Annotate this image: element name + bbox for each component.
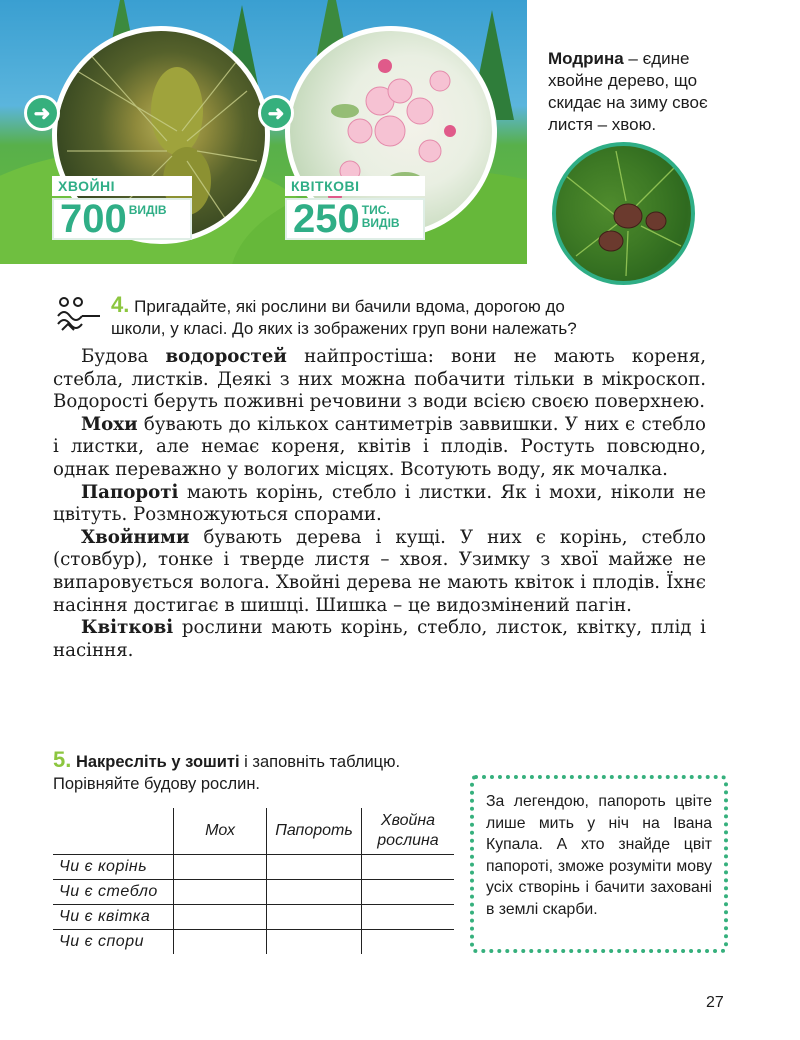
table-cell	[362, 880, 455, 905]
task-5-bold: Накресліть у зошиті	[75, 753, 240, 771]
flowering-count-number: 250	[293, 197, 360, 241]
comparison-table	[53, 808, 454, 954]
text-span: Будова	[81, 346, 166, 367]
row-label: Чи є стебло	[53, 880, 174, 905]
task-5-line2: Порівняйте будову рослин.	[53, 775, 261, 793]
larch-term: Модрина	[548, 49, 624, 68]
table-row	[53, 880, 454, 905]
term-mosses: Мохи	[81, 413, 138, 435]
task-5-rest: і заповніть таблицю.	[239, 753, 401, 771]
fern-legend-box	[470, 775, 728, 953]
column-header: Хвойна рослина	[362, 808, 455, 855]
flowering-label: КВІТКОВІ	[285, 176, 425, 196]
text-span: бувають дерева і кущі. У них є корінь, стебло (стовбур), тонке і тверде листя – хвоя. Узимку з хвої майже не випаровується волога. Хвойні дерева не мають квіток і плодів. Їхнє насіння достигає в шишці. Шишка – це видозмінений пагін.	[53, 526, 706, 616]
paragraph-ferns	[53, 482, 706, 527]
text-span: рослини мають корінь, стебло, листок, квітку, плід і насіння.	[53, 617, 706, 661]
table-cell	[174, 855, 267, 880]
text-span: мають корінь, стебло і листки. Як і мохи, ніколи не цвітуть. Розмножуються спорами.	[53, 481, 706, 526]
table-cell	[362, 930, 455, 955]
plant-groups-banner	[0, 0, 527, 264]
body-text	[53, 346, 706, 662]
text-span: бувають до кількох сантиметрів заввишки. У них є стебло і листки, але немає кореня, квітів і плодів. Ростуть повсюдно, однак переважно у вологих місцях. Всотують воду, як мочалка.	[53, 413, 706, 480]
table-cell	[174, 880, 267, 905]
conifers-label: ХВОЙНІ	[52, 176, 192, 196]
task-4-number: 4.	[111, 292, 130, 317]
larch-caption	[548, 48, 748, 136]
paragraph-conifers	[53, 527, 706, 617]
arrow-right-icon: ➜	[24, 95, 60, 131]
row-label: Чи є корінь	[53, 855, 174, 880]
task-5	[53, 749, 453, 795]
row-label: Чи є квітка	[53, 905, 174, 930]
paragraph-algae	[53, 346, 706, 414]
conifers-count-number: 700	[60, 197, 127, 241]
row-label: Чи є спори	[53, 930, 174, 955]
table-cell	[362, 905, 455, 930]
table-row	[53, 855, 454, 880]
table-cell	[267, 855, 362, 880]
pair-discussion-icon	[56, 296, 104, 334]
table-corner-cell	[53, 808, 174, 855]
page-number: 27	[706, 994, 724, 1011]
task-4-text	[111, 294, 731, 340]
term-flowering: Квіткові	[81, 617, 174, 639]
flowering-count	[285, 198, 425, 240]
table-cell	[174, 905, 267, 930]
larch-photo	[552, 142, 695, 285]
legend-text: За легендою, папороть цвіте лише мить у ніч на Івана Купала. А хто знайде цвіт папороті, зможе розуміти мову усіх створінь і бачити заховані в землі скарби.	[486, 793, 712, 918]
larch-cones-icon	[556, 146, 691, 281]
term-algae: водоростей	[165, 346, 287, 367]
table-cell	[267, 905, 362, 930]
table-header-row	[53, 808, 454, 855]
task-4-line2: школи, у класі. До яких із зображених груп вони належать?	[111, 319, 577, 338]
table-cell	[267, 880, 362, 905]
flowering-unit-line1: ТИС.	[361, 203, 390, 217]
paragraph-mosses	[53, 414, 706, 482]
paragraph-flowering	[53, 617, 706, 662]
table-cell	[362, 855, 455, 880]
conifers-count-unit: ВИДІВ	[128, 203, 167, 217]
column-header: Мох	[174, 808, 267, 855]
flowering-count-unit	[362, 204, 400, 229]
column-header: Папороть	[267, 808, 362, 855]
arrow-right-icon: ➜	[258, 95, 294, 131]
task-4-line1: Пригадайте, які рослини ви бачили вдома, дорогою до	[134, 297, 565, 316]
larch-text: – єдине хвойне дерево, що скидає на зиму своє листя – хвою.	[548, 49, 708, 134]
task-5-number: 5.	[53, 747, 72, 772]
table-cell	[267, 930, 362, 955]
text-span: найпростіша: вони не мають кореня, стебла, листків. Деякі з них можна побачити тільки в мікроскоп. Водорості беруть поживні речовини з води всією своєю поверхнею.	[53, 346, 706, 413]
flowering-unit-line2: ВИДІВ	[361, 215, 400, 230]
term-ferns: Папороті	[81, 481, 179, 503]
conifers-count	[52, 198, 192, 240]
table-row	[53, 930, 454, 955]
term-conifers: Хвойними	[81, 526, 190, 548]
table-cell	[174, 930, 267, 955]
table-row	[53, 905, 454, 930]
